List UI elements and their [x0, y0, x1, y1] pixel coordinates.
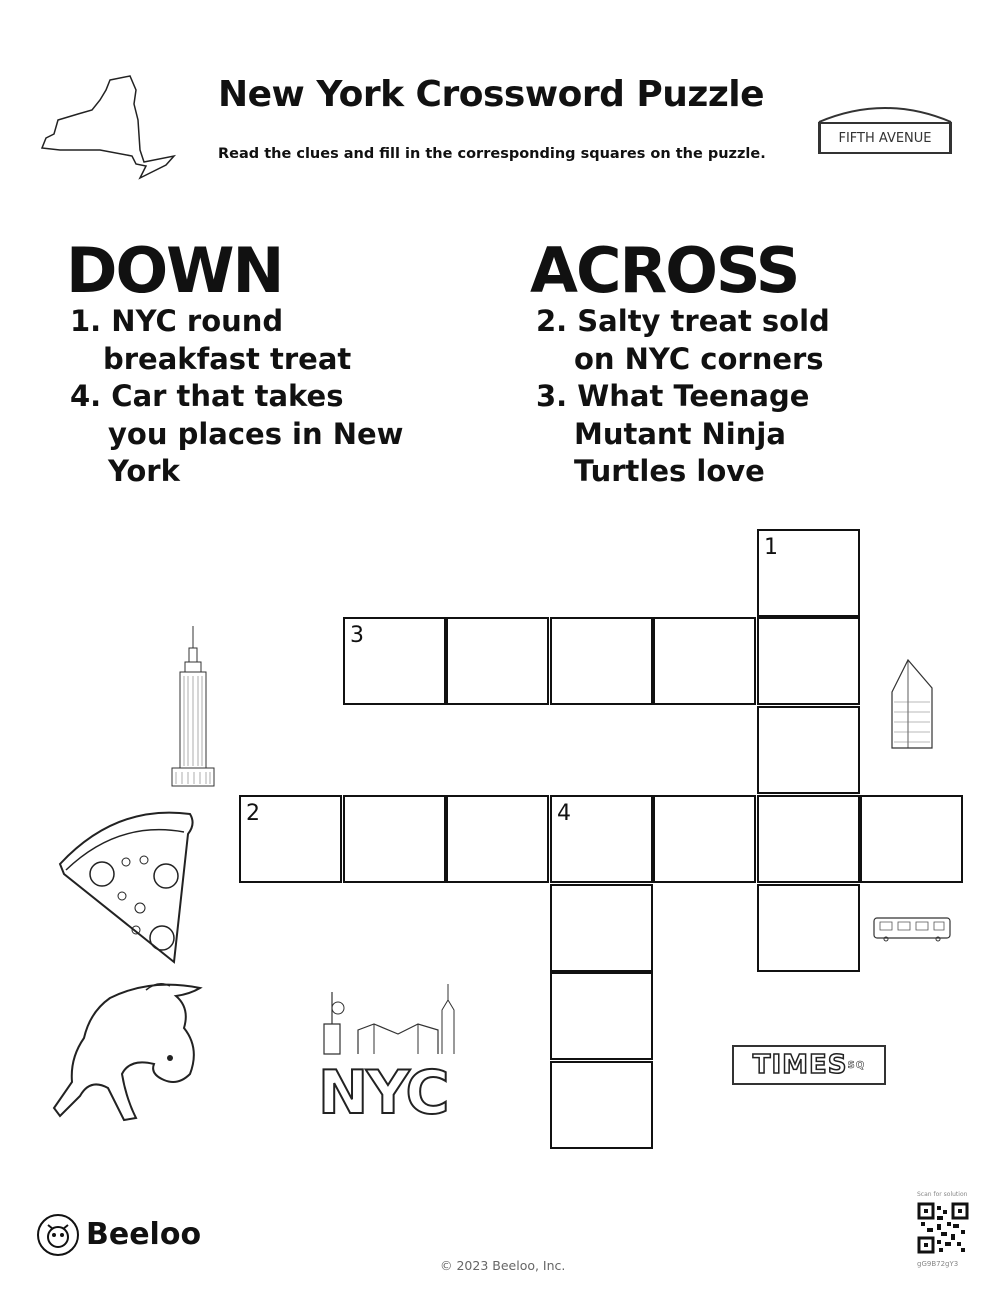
- clue-text: What Teenage: [567, 379, 810, 413]
- down-clue-4: [70, 378, 430, 491]
- qr-code-icon[interactable]: [917, 1202, 969, 1254]
- pizza-slice-icon: [56, 804, 196, 966]
- grid-cell[interactable]: [446, 795, 549, 883]
- sq-text: SQ: [847, 1059, 866, 1071]
- scan-for-solution-text: Scan for solution: [917, 1191, 968, 1198]
- subway-train-icon: [872, 914, 952, 942]
- grid-cell[interactable]: [446, 617, 549, 705]
- copyright-text: © 2023 Beeloo, Inc.: [440, 1258, 566, 1273]
- clue-text: Salty treat sold: [567, 304, 830, 338]
- page-subtitle: Read the clues and fill in the corresponding squares on the puzzle.: [218, 146, 766, 162]
- grid-cell[interactable]: [550, 884, 653, 972]
- clue-number: 4.: [70, 379, 102, 413]
- clue-number: 1.: [70, 304, 102, 338]
- page-title: New York Crossword Puzzle: [218, 74, 765, 115]
- clue-text: NYC round: [101, 304, 284, 338]
- down-heading: DOWN: [66, 234, 283, 307]
- grid-cell[interactable]: [757, 617, 860, 705]
- grid-cell[interactable]: [550, 1061, 653, 1149]
- clue-text: Car that takes: [101, 379, 344, 413]
- charging-bull-icon: [50, 978, 210, 1128]
- flatiron-building-icon: [890, 658, 934, 750]
- times-text: TIMES: [752, 1050, 848, 1080]
- grid-cell[interactable]: [860, 795, 963, 883]
- new-york-state-map-icon: [40, 70, 190, 185]
- grid-cell[interactable]: [653, 617, 756, 705]
- grid-cell[interactable]: [550, 617, 653, 705]
- down-clue-1: [70, 303, 430, 378]
- across-clue-3: [536, 378, 896, 491]
- times-square-sign: [732, 1045, 886, 1085]
- cell-number: 1: [764, 535, 778, 560]
- clue-text-continued: on NYC corners: [574, 341, 824, 376]
- grid-cell[interactable]: [757, 884, 860, 972]
- fifth-avenue-sign: FIFTH AVENUE: [819, 122, 951, 154]
- grid-cell[interactable]: [757, 706, 860, 794]
- across-heading: ACROSS: [530, 234, 799, 307]
- nyc-lettering: NYC: [318, 1058, 448, 1128]
- clue-text-continued: Mutant Ninja Turtles love: [574, 416, 786, 488]
- cell-number: 2: [246, 801, 260, 826]
- clue-text-continued: you places in New York: [108, 416, 404, 488]
- brand-name: Beeloo: [86, 1217, 202, 1252]
- cell-number: 3: [350, 623, 364, 648]
- grid-cell[interactable]: [757, 529, 860, 617]
- nyc-skyline-icon: [318, 984, 468, 1064]
- grid-cell[interactable]: [550, 795, 653, 883]
- across-clue-2: [536, 303, 896, 378]
- puzzle-code-text: gG9B72gY3: [917, 1260, 959, 1268]
- clue-number: 3.: [536, 379, 568, 413]
- grid-cell[interactable]: [343, 617, 446, 705]
- clue-number: 2.: [536, 304, 568, 338]
- grid-cell[interactable]: [343, 795, 446, 883]
- empire-state-building-icon: [168, 626, 218, 788]
- cell-number: 4: [557, 801, 571, 826]
- grid-cell[interactable]: [653, 795, 756, 883]
- grid-cell[interactable]: [239, 795, 342, 883]
- grid-cell[interactable]: [550, 972, 653, 1060]
- clue-text-continued: breakfast treat: [103, 341, 352, 376]
- grid-cell[interactable]: [757, 795, 860, 883]
- beeloo-logo-icon: [36, 1213, 80, 1257]
